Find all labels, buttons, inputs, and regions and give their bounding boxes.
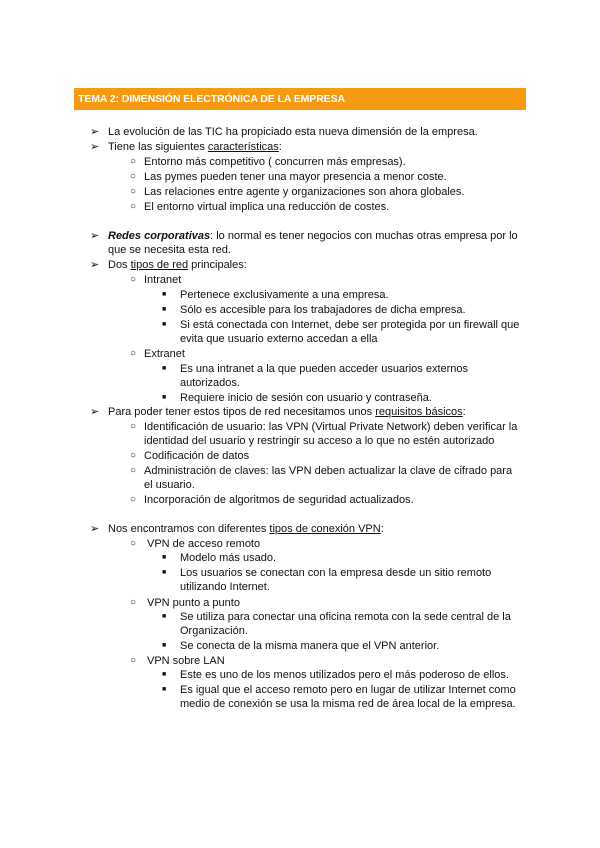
list-item: Es igual que el acceso remoto pero en lugar de utilizar Internet como [180, 684, 516, 696]
circle-bullet-icon: ○ [130, 450, 137, 461]
circle-bullet-icon: ○ [130, 597, 137, 608]
list-item: Incorporación de algoritmos de seguridad actualizados. [144, 494, 414, 506]
arrow-bullet-icon: ➢ [90, 406, 100, 418]
list-item: Entorno más competitivo ( concurren más empresas). [144, 156, 406, 168]
list-item: El entorno virtual implica una reducción de costes. [144, 201, 390, 213]
section-title-banner: TEMA 2: DIMENSIÓN ELECTRÓNICA DE LA EMPRESA [74, 88, 526, 110]
square-bullet-icon: ■ [162, 554, 167, 561]
list-item: Requiere inicio de sesión con usuario y contraseña. [180, 392, 432, 404]
circle-bullet-icon: ○ [130, 421, 137, 432]
circle-bullet-icon: ○ [130, 465, 137, 476]
list-item: Modelo más usado. [180, 552, 276, 564]
square-bullet-icon: ■ [162, 365, 167, 372]
list-item-continuation: Organización. [180, 625, 248, 637]
square-bullet-icon: ■ [162, 569, 167, 576]
list-item: Las relaciones entre agente y organizaciones son ahora globales. [144, 186, 465, 198]
conexion-vpn-heading: Nos encontramos con diferentes tipos de conexión VPN: [108, 523, 384, 535]
square-bullet-icon: ■ [162, 642, 167, 649]
list-item: Las pymes pueden tener una mayor presencia a menor coste. [144, 171, 447, 183]
list-item-continuation: evita que usuario externo accedan a ella [180, 333, 378, 345]
circle-bullet-icon: ○ [130, 186, 137, 197]
square-bullet-icon: ■ [162, 306, 167, 313]
arrow-bullet-icon: ➢ [90, 259, 100, 271]
extranet-label: Extranet [144, 348, 185, 360]
square-bullet-icon: ■ [162, 671, 167, 678]
list-item-continuation: medio de conexión se usa la misma red de área local de la empresa. [180, 698, 516, 710]
square-bullet-icon: ■ [162, 394, 167, 401]
arrow-bullet-icon: ➢ [90, 126, 100, 138]
arrow-bullet-icon: ➢ [90, 230, 100, 242]
list-item-continuation: identidad del usuario y restringir su acceso a lo que no estén autorizado [144, 435, 495, 447]
circle-bullet-icon: ○ [130, 655, 137, 666]
list-item-continuation: el usuario. [144, 479, 195, 491]
redes-corporativas-continuation: que se necesita esta red. [108, 244, 231, 256]
square-bullet-icon: ■ [162, 321, 167, 328]
circle-bullet-icon: ○ [130, 201, 137, 212]
list-item: Es una intranet a la que pueden acceder usuarios externos [180, 363, 469, 375]
square-bullet-icon: ■ [162, 613, 167, 620]
list-item-continuation: utilizando Internet. [180, 581, 270, 593]
list-item: Identificación de usuario: las VPN (Virtual Private Network) deben verificar la [144, 421, 518, 433]
circle-bullet-icon: ○ [130, 274, 137, 285]
list-item: Codificación de datos [144, 450, 250, 462]
circle-bullet-icon: ○ [130, 156, 137, 167]
list-item: Si está conectada con Internet, debe ser protegida por un firewall que [180, 319, 520, 331]
redes-corporativas-paragraph: Redes corporativas: lo normal es tener negocios con muchas otras empresa por lo [108, 230, 518, 242]
requisitos-heading: Para poder tener estos tipos de red necesitamos unos requisitos básicos: [108, 406, 466, 418]
intro-text: La evolución de las TIC ha propiciado esta nueva dimensión de la empresa. [108, 126, 478, 138]
list-item: Los usuarios se conectan con la empresa desde un sitio remoto [180, 567, 492, 579]
circle-bullet-icon: ○ [130, 538, 137, 549]
tipos-red-heading: Dos tipos de red principales: [108, 259, 247, 271]
list-item: Administración de claves: las VPN deben actualizar la clave de cifrado para [144, 465, 513, 477]
vpn-p2p-label: VPN punto a punto [147, 597, 240, 609]
list-item-continuation: autorizados. [180, 377, 240, 389]
arrow-bullet-icon: ➢ [90, 141, 100, 153]
vpn-lan-label: VPN sobre LAN [147, 655, 225, 667]
circle-bullet-icon: ○ [130, 494, 137, 505]
list-item: Sólo es accesible para los trabajadores de dicha empresa. [180, 304, 466, 316]
arrow-bullet-icon: ➢ [90, 523, 100, 535]
vpn-remote-label: VPN de acceso remoto [147, 538, 261, 550]
intranet-label: Intranet [144, 274, 182, 286]
list-item: Pertenece exclusivamente a una empresa. [180, 289, 389, 301]
caracteristicas-heading: Tiene las siguientes características: [108, 141, 282, 153]
list-item: Este es uno de los menos utilizados pero el más poderoso de ellos. [180, 669, 509, 681]
circle-bullet-icon: ○ [130, 348, 137, 359]
square-bullet-icon: ■ [162, 686, 167, 693]
square-bullet-icon: ■ [162, 291, 167, 298]
list-item: Se conecta de la misma manera que el VPN anterior. [180, 640, 440, 652]
list-item: Se utiliza para conectar una oficina remota con la sede central de la [180, 611, 511, 623]
circle-bullet-icon: ○ [130, 171, 137, 182]
